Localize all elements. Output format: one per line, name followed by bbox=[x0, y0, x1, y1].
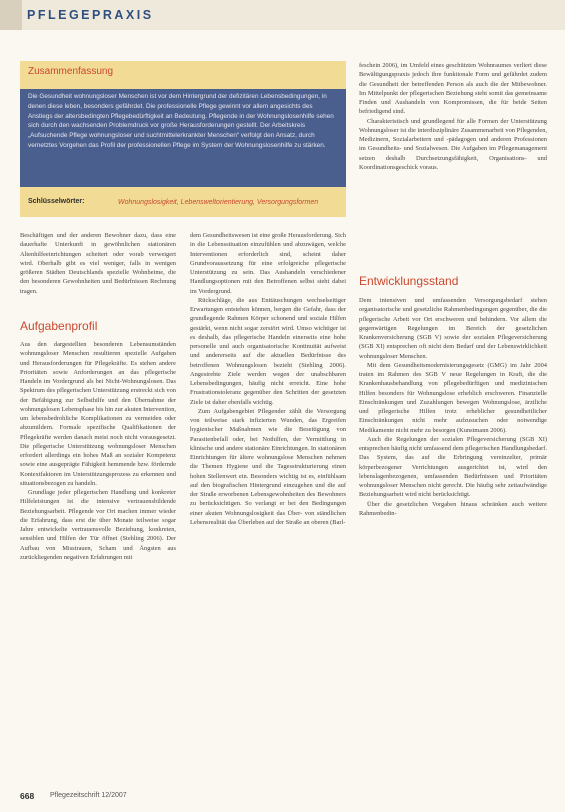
journal-name: Pflegezeitschrift 12/2007 bbox=[50, 792, 127, 799]
paragraph: dem Gesundheitswesen ist eine große Herausforderung. Sich in die Lebenssituation einzufühlen und abzuwägen, welche Interventionen erforderlich sind, scheint daher Grundvoraussetzung für eine erfolgreiche pflegerische Unterstützung zu sein. Das Aushandeln verschiedener Handlungsoptionen mit den Betroffenen selbst steht dabei im Vordergrund. bbox=[190, 232, 346, 295]
keywords-label: Schlüsselwörter: bbox=[28, 198, 85, 205]
paragraph: Dem intensiven und umfassenden Versorgungsbedarf stehen organisatorische und gesetzliche Rahmenbedingungen gegenüber, die die pflegerische Arbeit vor Ort erschweren und behindern. Vor allem die gegenwärtigen Regelungen im Bereich der gesetzlichen Krankenversicherung (SGB V) sowie der sozialen Pflegeversicherung (SGB XI) entsprechen oft nicht dem Bedarf und der Lebenswirklichkeit wohnungsloser Menschen. bbox=[359, 297, 547, 360]
page-number: 668 bbox=[20, 791, 35, 801]
paragraph: feschein 2006), im Umfeld eines geschützten Wohnraumes verliert diese Bewältigungspraxis jedoch ihre funktionale Form und gefährdet zudem die Gesundheit der betreffenden Person als auch die der Mitbewohner. Im Mittelpunkt der pflegerischen Beziehung steht somit das gemeinsame Finden und Aushandeln von Kompromissen, die für beide Seiten befriedigend sind. bbox=[359, 62, 547, 116]
paragraph: Zum Aufgabengebiet Pflegender zählt die Versorgung von teilweise stark infizierten Wunden, das Ergreifen hygienischer Maßnahmen wie die Beseitigung von Parasitenbefall oder, bei Nothilfen, der Vermittlung in klinische und andere stationäre Einrichtungen. In stationären Einrichtungen für ältere wohnungslose Menschen nehmen die Themen Hygiene und die Tagesstrukturierung einen hohen Stellenwert ein. Besonders wichtig ist es, einfühlsam auf den biografischen Hintergrund einzugehen und die auf der Straße erworbenen Lebensgewohnheiten des Bewohners zu berücksichtigen. So verlangt er bei den Bedingungen einer akuten Wohnungslosigkeit das Über- von ständlichen Lebensrealität das Überleben auf der Straße an oberen (Barl- bbox=[190, 407, 346, 526]
right-column-body bbox=[359, 296, 547, 781]
summary-heading: Zusammenfassung bbox=[28, 66, 114, 77]
middle-column-body bbox=[190, 231, 346, 781]
paragraph: Rückschläge, die aus Enttäuschungen wechselseitiger Erwartungen entstehen können, bergen die Gefahr, dass der grundlegende Rahmen Körper schonend und soziale Hilfen gestärkt, wenn nicht sogar zerstört wird. Umso wichtiger ist es deshalb, das pflegerische Handeln einerseits eine hohe personelle und auch organisatorische Kontinuität aufweist und andererseits auf die aktuellen Bedürfnisse des betroffenen Wohnungslosen bezieht (Stehling 2006). Angestrebte Ziele werden wegen der unabschbaren Lebensbedingungen, häufig nicht erreicht. Eine hohe Frustrationstoleranz gegenüber den Schritten der gesetzten Ziele ist daher ebenfalls wichtig. bbox=[190, 296, 346, 406]
left-column-intro bbox=[20, 231, 176, 313]
right-column-top bbox=[359, 61, 547, 265]
heading-entwicklungsstand: Entwicklungsstand bbox=[359, 274, 459, 288]
paragraph: Beschäftigen und der anderen Bewohner dazu, dass eine dauerhafte Unterkunft in gewöhnlichen stationären Altenhilfeeinrichtungen scheitert oder vorab verweigert wird. Oberhalb gibt es viel weniger, falls in wenigen größeren Städten Deutschlands spezielle Wohnheime, die den besonderen Gewohnheiten und Bedürfnissen Rechnung tragen. bbox=[20, 232, 176, 295]
paragraph: Über die gesetzlichen Vorgaben hinaus schränken auch weitere Rahmenbedin- bbox=[359, 500, 547, 517]
summary-box bbox=[20, 61, 346, 217]
paragraph: Grundlage jeder pflegerischen Handlung und konkreter Hilfeleistungen ist die intensive vertrauensbildende Beziehungsarbeit. Pflegende vor Ort machen immer wieder die Erfahrung, dass erst die über Monate teilweise sogar Jahre entwickelte vertrauensvolle Beziehung, konkreten, sensiblen und Hilfen der Tür öffnet (Stehling 2006). Der Aufbau von Misstrauen, Scham und Ängsten aus zurückliegenden negativen Erfahrungen mit bbox=[20, 489, 176, 561]
keywords-text: Wohnungslosigkeit, Lebensweltorientierung, Versorgungsformen bbox=[118, 199, 319, 206]
section-header-bar bbox=[0, 0, 565, 30]
summary-text: Die Gesundheit wohnungsloser Menschen ist vor dem Hintergrund der defizitären Lebensbedingungen, in denen diese leben, besonders gefährdet. Die professionelle Pflege gewinnt vor allem angesichts des Anstiegs der altersbedingten Pflegebedürftigkeit an Bedeutung. Pflegende in der Wohnungslosenhilfe sehen sich durch den wachsenden Problemdruck vor große Herausforderungen gestellt. Der Arbeitskreis „Aufsuchende Pflege wohnungsloser und suchtmittelerkrankter Menschen“ verfolgt den Ansatz, durch vernetztes Vorgehen das Profil der professionellen Pflege im System der Wohnungslosenhilfe zu stärken. bbox=[20, 89, 346, 187]
paragraph: Aus den dargestellten besonderen Lebensumständen wohnungsloser Menschen resultieren spezielle Aufgaben und Herausforderungen für Pflegekräfte. Es stehen andere Prioritäten sowie Anforderungen an das pflegerische Handeln im Vordergrund als bei Nicht-Wohnungslosen. Das Spektrum des pflegerischen Unterstützung erstreckt sich von der Befähigung zur Selbsthilfe und den Übernahme der wohnungslosen Lebensphase bis hin zur akuten Intervention, um lebensbedrohliche Komplikationen zu vermeiden oder abzumildern. Formale spezifische Qualifikationen der Pflegekräfte werden danach meist noch nicht vorausgesetzt. Die pflegerische Unterstützung wohnungsloser Menschen erfordert allerdings ein hohes Maß an sozialer Kompetenz sowie eine ausgeprägte Fähigkeit hemmende bzw. fördernde Kontextfaktoren im Unterstützungsprozess zu erkennen und situationsbezogen zu handeln. bbox=[20, 341, 176, 487]
paragraph: Charakteristisch und grundlegend für alle Formen der Unterstützung Wohnungsloser ist die interdisziplinäre Zusammenarbeit von Pflegenden, Medizinern, Sozialarbeitern und -pädagogen und anderen Professionen im Gesundheits- und Sozialwesen. Die Aufgaben im Pflegemanagement setzen deshalb Durchsetzungsfähigkeit, Organisations- und Koordinationsgeschick voraus. bbox=[359, 117, 547, 171]
paragraph: Auch die Regelungen der sozialen Pflegeversicherung (SGB XI) entsprechen häufig nicht umfassend dem pflegerischen Handlungsbedarf. Das System, das auf die Erbringung vereinzelter, primär körperbezogener Verrichtungen ausgerichtet ist, wird den lebenslagenbezogenen, umfassenden Bedürfnissen und Prioritäten wohnungsloser Menschen nicht gerecht. Die häufig sehr zeitaufwändige Beziehungsarbeit wird nicht berücksichtigt. bbox=[359, 435, 547, 499]
paragraph: Mit dem Gesundheitsmodernisierungsgesetz (GMG) im Jahr 2004 traten im Rahmen des SGB V neue Regelungen in Kraft, die die Krankenhausbehandlung von pflegebedürftigen und medizinischen Hilfen besonders für Wohnungslose erheblich erschweren. Finanzielle Einschränkungen und Zuzahlungen bewegen Wohnungslose, ärztliche und pflegerische Hilfen trotz erheblicher gesundheitlicher Einschränkungen nicht mehr aufzusuchen oder notwendige Medikamente nicht mehr zu besorgen (Kunstmann 2006). bbox=[359, 361, 547, 434]
header-color-block bbox=[0, 0, 22, 30]
left-column-body bbox=[20, 340, 176, 780]
heading-aufgabenprofil: Aufgabenprofil bbox=[20, 319, 98, 333]
section-label: PFLEGEPRAXIS bbox=[27, 8, 154, 22]
